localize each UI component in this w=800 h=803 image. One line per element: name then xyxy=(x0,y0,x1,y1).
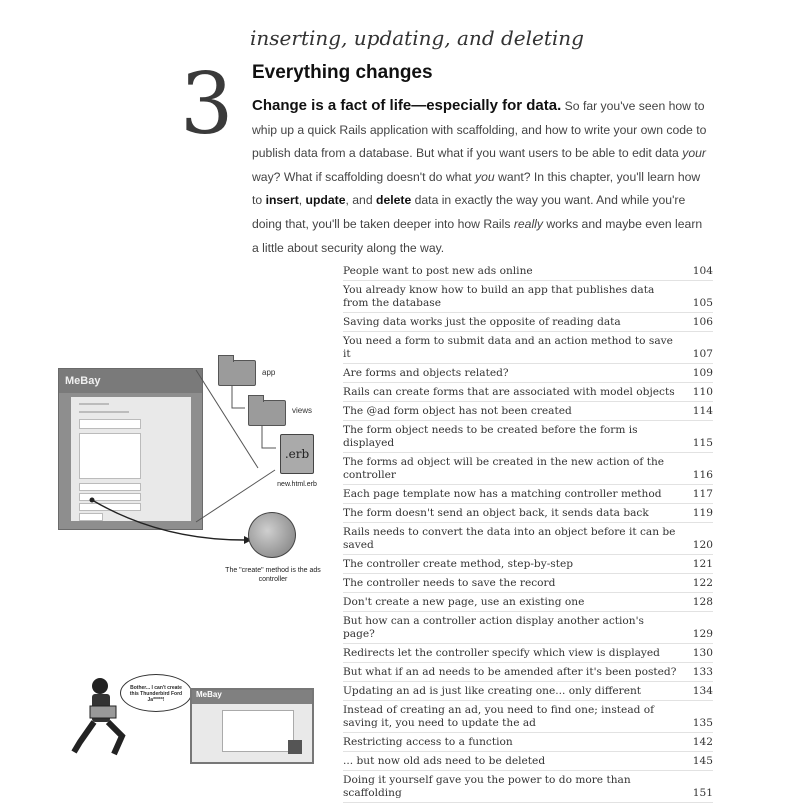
toc-entry-page: 122 xyxy=(692,577,713,589)
toc-entry-title: But what if an ad needs to be amended after it's been posted? xyxy=(343,666,677,678)
toc-entry[interactable] xyxy=(343,313,713,332)
toc-entry-page: 109 xyxy=(692,367,713,379)
intro-text: way? What if scaffolding doesn't do what xyxy=(252,169,475,184)
toc-entry-page: 130 xyxy=(692,647,713,659)
toc-entry[interactable] xyxy=(343,485,713,504)
toc-entry[interactable] xyxy=(343,364,713,383)
toc-entry-page: 104 xyxy=(692,265,713,277)
toc-entry-page: 120 xyxy=(692,539,713,551)
intro-keyword: update xyxy=(305,193,346,208)
toc-entry-title: Saving data works just the opposite of reading data xyxy=(343,316,621,328)
toc-entry-title: ... but now old ads need to be deleted xyxy=(343,755,546,767)
toc-entry-page: 115 xyxy=(692,437,713,449)
toc-entry-title: Redirects let the controller specify which view is displayed xyxy=(343,647,660,659)
toc-entry[interactable] xyxy=(343,453,713,485)
toc-entry[interactable] xyxy=(343,504,713,523)
toc-entry[interactable] xyxy=(343,593,713,612)
intro-text: want? In this chapter, you'll learn how to xyxy=(252,169,701,208)
toc-entry-title: But how can a controller action display another action's page? xyxy=(343,615,644,640)
folder-label-views: views xyxy=(292,406,313,415)
toc-entry[interactable] xyxy=(343,421,713,453)
folder-icon xyxy=(218,360,256,386)
toc-entry[interactable] xyxy=(343,612,713,644)
intro-text: data in exactly the way you want. And while you're doing that, you'll be taken deeper into how Rails xyxy=(252,193,686,231)
toc-entry-title: The @ad form object has not been created xyxy=(343,405,572,417)
intro-emphasis: your xyxy=(682,146,706,161)
toc-entry[interactable] xyxy=(343,752,713,771)
toc-entry-page: 110 xyxy=(692,386,713,398)
chapter-subtitle: inserting, updating, and deleting xyxy=(250,26,584,50)
brain-caption: The "create" method is the ads controller xyxy=(225,567,321,583)
toc-entry[interactable] xyxy=(343,332,713,364)
toc-entry-page: 116 xyxy=(692,469,713,481)
close-icon xyxy=(288,740,302,754)
folder-label-app: app xyxy=(262,368,276,377)
toc-entry[interactable] xyxy=(343,771,713,803)
intro-text: , and xyxy=(345,193,376,208)
toc-entry[interactable] xyxy=(343,523,713,555)
intro-lead: Change is a fact of life—especially for data. xyxy=(252,97,562,114)
intro-emphasis: you xyxy=(474,169,495,184)
toc-entry-title: Doing it yourself gave you the power to do more than scaffolding xyxy=(343,774,631,799)
toc-entry-title: The form object needs to be created before the form is displayed xyxy=(343,424,638,449)
toc-entry[interactable] xyxy=(343,281,713,313)
toc-entry-page: 128 xyxy=(692,596,713,608)
toc-entry-page: 142 xyxy=(692,736,713,748)
toc-entry-page: 135 xyxy=(692,717,713,729)
toc-entry-page: 114 xyxy=(692,405,713,417)
toc-entry-page: 106 xyxy=(692,316,713,328)
toc-entry-title: Restricting access to a function xyxy=(343,736,513,748)
toc-entry-page: 133 xyxy=(692,666,713,678)
intro-text: , xyxy=(298,193,306,208)
intro-text: So far you've seen how to whip up a quick Rails application with scaffolding, and how to write your own code to publish data from a database. But what if you want users to be able to edit data xyxy=(252,99,707,161)
intro-keyword: delete xyxy=(376,193,412,208)
toc-entry[interactable] xyxy=(343,402,713,421)
small-app-screenshot xyxy=(190,688,314,764)
toc-entry-title: The form doesn't send an object back, it sends data back xyxy=(343,507,649,519)
file-caption: new.html.erb xyxy=(277,481,317,488)
toc-entry[interactable] xyxy=(343,644,713,663)
intro-keyword: insert xyxy=(265,193,299,208)
toc-entry-title: Don't create a new page, use an existing one xyxy=(343,596,585,608)
toc-entry-title: Each page template now has a matching controller method xyxy=(343,488,662,500)
toc-entry-page: 105 xyxy=(692,297,713,309)
toc-entry-title: Instead of creating an ad, you need to find one; instead of saving it, you need to update the ad xyxy=(343,704,655,729)
toc-entry-title: Rails needs to convert the data into an object before it can be saved xyxy=(343,526,676,551)
toc-entry-page: 145 xyxy=(692,755,713,767)
toc-entry-title: The controller create method, step-by-step xyxy=(343,558,574,570)
toc-entry-page: 151 xyxy=(692,787,713,799)
toc-entry-page: 129 xyxy=(692,628,713,640)
toc-entry[interactable] xyxy=(343,733,713,752)
toc-entry[interactable] xyxy=(343,555,713,574)
toc-entry[interactable] xyxy=(343,383,713,402)
folder-icon xyxy=(248,400,286,426)
toc-entry-page: 107 xyxy=(692,348,713,360)
toc-entry-title: Rails can create forms that are associated with model objects xyxy=(343,386,675,398)
toc-entry-page: 134 xyxy=(692,685,713,697)
toc-entry-title: The controller needs to save the record xyxy=(343,577,556,589)
toc-entry-title: Are forms and objects related? xyxy=(343,367,509,379)
toc-entry[interactable] xyxy=(343,682,713,701)
speech-bubble: Bother... I can't create this Thunderbird Ford Ja*****! xyxy=(120,674,192,712)
small-app-brand: MeBay xyxy=(192,690,312,704)
app-brand: MeBay xyxy=(59,369,202,393)
intro-text: works and maybe even learn a little about security along the way. xyxy=(252,216,703,255)
file-icon: .erb xyxy=(280,434,314,474)
table-of-contents xyxy=(343,262,713,803)
toc-entry[interactable] xyxy=(343,262,713,281)
toc-entry-title: Updating an ad is just like creating one... only different xyxy=(343,685,642,697)
toc-entry-title: You already know how to build an app that publishes data from the database xyxy=(343,284,655,309)
dialog-mockup xyxy=(222,710,294,752)
toc-entry-page: 119 xyxy=(692,507,713,519)
toc-entry-page: 121 xyxy=(692,558,713,570)
chapter-title: Everything changes xyxy=(252,62,433,83)
intro-emphasis: really xyxy=(513,216,543,231)
toc-entry[interactable] xyxy=(343,574,713,593)
brain-icon xyxy=(248,512,296,558)
toc-entry-title: People want to post new ads online xyxy=(343,265,533,277)
toc-entry-title: You need a form to submit data and an action method to save it xyxy=(343,335,673,360)
toc-entry-page: 117 xyxy=(692,488,713,500)
toc-entry[interactable] xyxy=(343,701,713,733)
toc-entry-title: The forms ad object will be created in the new action of the controller xyxy=(343,456,665,481)
chapter-number: 3 xyxy=(180,55,234,153)
toc-entry[interactable] xyxy=(343,663,713,682)
